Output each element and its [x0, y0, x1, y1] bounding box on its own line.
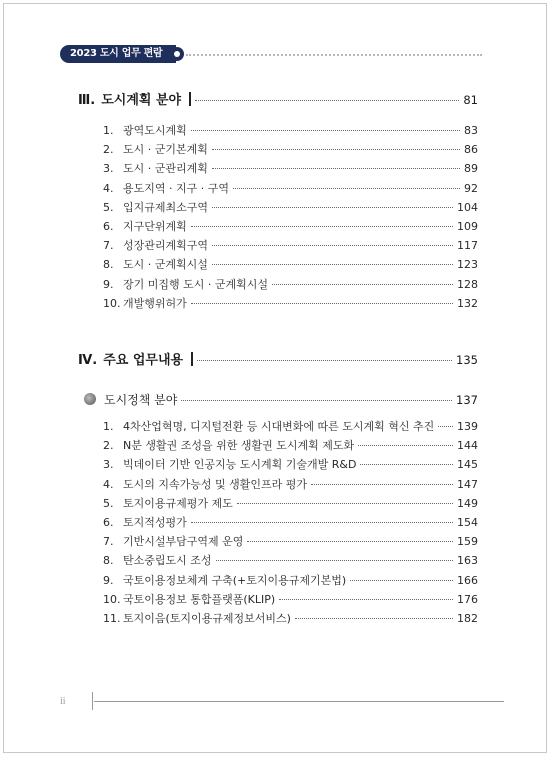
leader-dots	[191, 130, 460, 131]
bullet-circle-icon	[84, 393, 96, 405]
page-number: 123	[457, 258, 478, 272]
page-number: 104	[457, 200, 478, 214]
toc-item[interactable]	[103, 610, 478, 626]
item-number: 9.	[103, 277, 114, 291]
item-number: 6.	[103, 220, 114, 233]
section-title: 주요 업무내용	[103, 353, 184, 368]
leader-dots	[212, 168, 460, 169]
item-title: 빅데이터 기반 인공지능 도시계획 기술개발 R&D	[123, 458, 357, 472]
leader-dots	[191, 226, 453, 227]
leader-dots	[191, 303, 453, 304]
leader-dots	[195, 100, 459, 101]
leader-dots	[358, 445, 453, 446]
item-number: 5.	[103, 496, 114, 510]
page-number: 137	[456, 393, 478, 407]
leader-dots	[233, 188, 460, 189]
item-number: 7.	[103, 535, 114, 549]
item-title: 기반시설부담구역제 운영	[123, 535, 244, 549]
item-title: 도시 · 군기본계획	[123, 143, 208, 157]
document-title-badge: 2023 도시 업무 편람	[60, 45, 176, 63]
item-title: 도시 · 군관리계획	[123, 162, 208, 176]
item-title: 개발행위허가	[123, 296, 187, 310]
item-title: 국토이용정보체계 구축(+토지이용규제기본법)	[123, 573, 347, 587]
toc-item[interactable]	[103, 591, 478, 607]
item-title: N분 생활권 조성을 위한 생활권 도시계획 제도화	[123, 439, 355, 453]
toc-item[interactable]	[103, 514, 478, 530]
leader-dots	[438, 426, 453, 427]
item-number: 2.	[103, 143, 114, 157]
section-title: 도시계획 분야	[101, 93, 182, 108]
item-title: 용도지역 · 지구 · 구역	[123, 181, 229, 195]
item-title: 도시 · 군계획시설	[123, 258, 208, 272]
toc-item[interactable]	[103, 533, 478, 549]
item-title: 지구단위계획	[123, 220, 187, 233]
toc-item[interactable]	[103, 495, 478, 511]
toc-subsection-urban-policy[interactable]	[84, 391, 478, 408]
item-title: 토지이음(토지이용규제정보서비스)	[123, 612, 291, 625]
toc-item[interactable]	[103, 122, 478, 138]
item-number: 2.	[103, 439, 114, 453]
page-number: 166	[457, 573, 478, 587]
page-number: 83	[464, 124, 478, 137]
item-number: 10.	[103, 592, 121, 606]
section-roman-numeral: Ⅳ.	[78, 353, 98, 368]
toc-item[interactable]	[103, 456, 478, 472]
leader-dots	[216, 560, 453, 561]
toc-item[interactable]	[103, 437, 478, 453]
leader-dots	[181, 400, 452, 401]
leader-dots	[311, 484, 453, 485]
toc-item[interactable]	[103, 295, 478, 311]
item-title: 토지이용규제평가 제도	[123, 496, 233, 510]
toc-item[interactable]	[103, 237, 478, 253]
item-number: 5.	[103, 200, 114, 214]
leader-dots	[295, 618, 453, 619]
leader-dots	[237, 503, 453, 504]
item-title: 탄소중립도시 조성	[123, 554, 212, 568]
page-number: 149	[457, 496, 478, 510]
toc-section-3[interactable]	[78, 89, 478, 108]
leader-dots	[191, 522, 453, 523]
footer-vertical-rule	[92, 692, 93, 710]
leader-dots	[212, 149, 460, 150]
page-number: 92	[464, 181, 478, 195]
item-title: 도시의 지속가능성 및 생활인프라 평가	[123, 477, 308, 491]
footer-page-number: ii	[60, 696, 66, 707]
page-number: 135	[456, 353, 478, 367]
leader-dots	[212, 264, 453, 265]
toc-item[interactable]	[103, 160, 478, 176]
item-number: 8.	[103, 554, 114, 568]
page-number: 117	[457, 239, 478, 253]
leader-dots	[350, 580, 453, 581]
item-number: 1.	[103, 420, 114, 433]
page-number: 145	[457, 458, 478, 472]
page-number: 176	[457, 592, 478, 606]
page-number: 89	[464, 162, 478, 176]
page-number: 147	[457, 477, 478, 491]
section-bar-marker	[189, 92, 191, 106]
item-number: 10.	[103, 296, 121, 310]
item-number: 11.	[103, 612, 121, 625]
header-circle-icon	[170, 47, 184, 61]
page-number: 109	[457, 220, 478, 233]
leader-dots	[212, 245, 453, 246]
leader-dots	[360, 464, 453, 465]
page-frame	[3, 3, 547, 753]
toc-item[interactable]	[103, 552, 478, 568]
item-number: 9.	[103, 573, 114, 587]
leader-dots	[212, 207, 453, 208]
item-number: 8.	[103, 258, 114, 272]
page-number: 132	[457, 296, 478, 310]
toc-item[interactable]	[103, 418, 478, 434]
page-number: 144	[457, 439, 478, 453]
page-number: 182	[457, 612, 478, 625]
page-number: 154	[457, 516, 478, 529]
item-title: 장기 미집행 도시 · 군계획시설	[123, 277, 268, 291]
header-dotted-line	[186, 54, 482, 56]
item-title: 광역도시계획	[123, 124, 187, 137]
item-number: 6.	[103, 516, 114, 529]
toc-item[interactable]	[103, 180, 478, 196]
toc-item[interactable]	[103, 218, 478, 234]
toc-item[interactable]	[103, 199, 478, 215]
toc-section-4[interactable]	[78, 349, 478, 368]
toc-item[interactable]	[103, 256, 478, 272]
toc-item[interactable]	[103, 476, 478, 492]
item-title: 입지규제최소구역	[123, 200, 209, 214]
item-number: 4.	[103, 477, 114, 491]
page-number: 163	[457, 554, 478, 568]
leader-dots	[279, 599, 453, 600]
item-title: 4차산업혁명, 디지털전환 등 시대변화에 따른 도시계획 혁신 추진	[123, 420, 435, 433]
item-number: 4.	[103, 181, 114, 195]
section-roman-numeral: Ⅲ.	[78, 93, 96, 108]
toc-item[interactable]	[103, 276, 478, 292]
item-number: 3.	[103, 458, 114, 472]
toc-item[interactable]	[103, 572, 478, 588]
leader-dots	[272, 284, 453, 285]
footer-horizontal-rule	[94, 701, 504, 702]
page-number: 81	[463, 93, 478, 107]
subsection-title: 도시정책 분야	[104, 393, 178, 407]
toc-item[interactable]	[103, 141, 478, 157]
leader-dots	[197, 360, 452, 361]
item-number: 3.	[103, 162, 114, 176]
page-number: 139	[457, 420, 478, 433]
item-title: 성장관리계획구역	[123, 239, 209, 253]
item-number: 1.	[103, 124, 114, 137]
section-bar-marker	[191, 352, 193, 366]
leader-dots	[247, 541, 453, 542]
item-title: 토지적성평가	[123, 516, 187, 529]
item-number: 7.	[103, 239, 114, 253]
page-number: 86	[464, 143, 478, 157]
item-title: 국토이용정보 통합플랫폼(KLIP)	[123, 592, 276, 606]
page-number: 159	[457, 535, 478, 549]
page-number: 128	[457, 277, 478, 291]
